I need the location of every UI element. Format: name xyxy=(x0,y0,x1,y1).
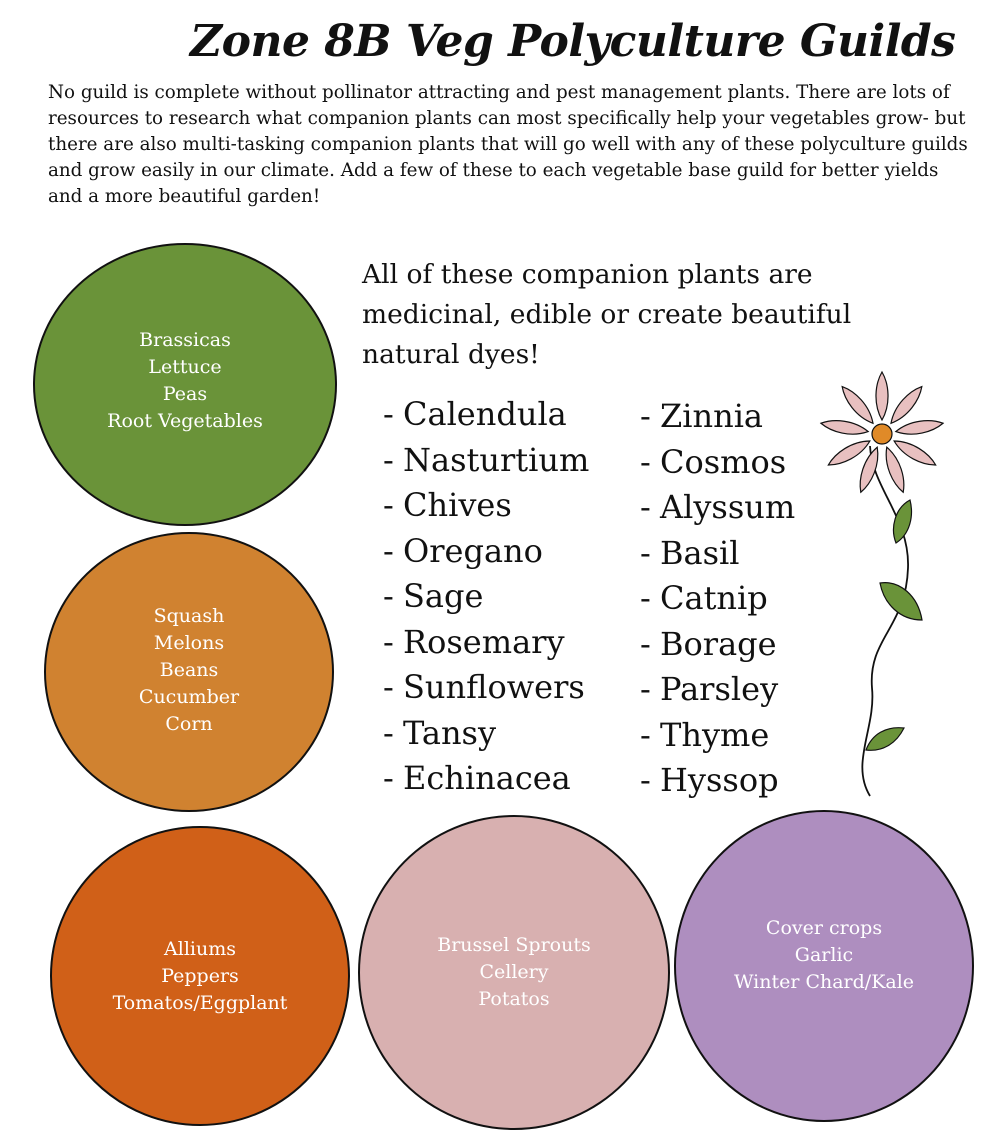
plant-item xyxy=(640,485,795,531)
bullet-dash: - xyxy=(383,440,394,479)
guild-item: Tomatos/Eggplant xyxy=(112,991,288,1014)
bullet-dash: - xyxy=(640,488,651,526)
plant-item xyxy=(640,440,795,486)
guild-item: Winter Chard/Kale xyxy=(733,970,915,993)
bullet-dash: - xyxy=(640,533,651,572)
guild-item: Beans xyxy=(159,658,219,681)
bullet-dash: - xyxy=(640,442,651,481)
bullet-dash: - xyxy=(383,713,394,752)
plant-item xyxy=(640,394,795,440)
plant-name: Calendula xyxy=(403,395,567,433)
bullet-dash: - xyxy=(383,577,394,615)
guild-item: Melons xyxy=(153,631,225,654)
flower-center xyxy=(872,424,892,444)
plant-item xyxy=(383,665,589,711)
guild-item: Peppers xyxy=(161,964,239,987)
guild-item: Cellery xyxy=(479,961,549,983)
guild-item: Brussel Sprouts xyxy=(437,934,591,956)
guild-item: Lettuce xyxy=(148,355,222,378)
plant-item xyxy=(640,576,795,622)
bullet-dash: - xyxy=(640,624,651,663)
plant-name: Borage xyxy=(660,624,777,663)
companion-list-2 xyxy=(640,394,795,804)
plant-name: Cosmos xyxy=(660,442,787,481)
guild-item: Root Vegetables xyxy=(107,409,263,432)
bullet-dash: - xyxy=(383,531,394,570)
guild-item: Garlic xyxy=(794,943,854,966)
plant-name: Catnip xyxy=(660,579,768,617)
bullet-dash: - xyxy=(640,761,651,799)
guild-item: Corn xyxy=(165,712,213,735)
flower-petals xyxy=(820,372,944,494)
plant-item xyxy=(640,667,795,713)
guild-item: Alliums xyxy=(164,937,236,960)
guild-item: Cover crops xyxy=(765,916,883,939)
plant-name: Alyssum xyxy=(660,488,796,526)
bullet-dash: - xyxy=(383,395,394,433)
leaf-3 xyxy=(866,728,904,751)
page-title: Zone 8B Veg Polyculture Guilds xyxy=(190,16,956,67)
plant-item xyxy=(383,392,589,438)
bullet-dash: - xyxy=(383,622,394,661)
bullet-dash: - xyxy=(640,715,651,754)
plant-name: Echinacea xyxy=(403,759,571,797)
plant-name: Rosemary xyxy=(403,622,565,661)
guild-item: Peas xyxy=(162,382,208,405)
plant-item xyxy=(383,438,589,484)
guild-circle-1 xyxy=(33,243,337,526)
bullet-dash: - xyxy=(640,670,651,708)
plant-item xyxy=(383,620,589,666)
plant-name: Chives xyxy=(403,486,512,524)
bullet-dash: - xyxy=(383,486,394,524)
plant-item xyxy=(383,574,589,620)
guild-circle-2 xyxy=(44,532,334,812)
plant-name: Basil xyxy=(660,533,740,572)
plant-item xyxy=(640,531,795,577)
guild-item: Potatos xyxy=(478,988,550,1010)
plant-name: Nasturtium xyxy=(403,440,590,479)
leaf-2 xyxy=(880,583,922,620)
guild-item: Cucumber xyxy=(138,685,240,708)
leaf-1 xyxy=(894,500,912,543)
plant-name: Tansy xyxy=(403,713,497,752)
guild-item: Squash xyxy=(153,604,225,627)
companion-list-1 xyxy=(383,392,589,802)
guild-item: Brassicas xyxy=(139,328,231,351)
guild-circle-4 xyxy=(358,815,670,1130)
plant-name: Thyme xyxy=(660,715,770,754)
flower-icon xyxy=(810,368,960,798)
plant-item xyxy=(383,756,589,802)
plant-name: Sage xyxy=(403,577,484,615)
bullet-dash: - xyxy=(640,397,651,435)
guild-circle-5 xyxy=(674,810,974,1122)
plant-name: Parsley xyxy=(660,670,779,708)
plant-item xyxy=(640,622,795,668)
plant-name: Sunflowers xyxy=(403,668,585,706)
guild-circle-3 xyxy=(50,826,350,1126)
plant-item xyxy=(383,483,589,529)
bullet-dash: - xyxy=(383,668,394,706)
bullet-dash: - xyxy=(640,579,651,617)
plant-name: Hyssop xyxy=(660,761,779,799)
plant-item xyxy=(640,713,795,759)
plant-item xyxy=(640,758,795,804)
plant-item xyxy=(383,529,589,575)
plant-name: Oregano xyxy=(403,531,543,570)
plant-item xyxy=(383,711,589,757)
bullet-dash: - xyxy=(383,759,394,797)
companion-heading: All of these companion plants are medicinal, edible or create beautiful natural dyes! xyxy=(362,259,852,370)
intro-paragraph: No guild is complete without pollinator attracting and pest management plants. There are lots of resources to research what companion plants can most specifically help your vegetables grow- but there are also multi-tasking companion plants that will go well with any of these polyculture guilds and grow easily in our climate. Add a few of these to each vegetable base guild for better yields and a more beautiful garden! xyxy=(48,82,968,207)
plant-name: Zinnia xyxy=(660,397,763,435)
